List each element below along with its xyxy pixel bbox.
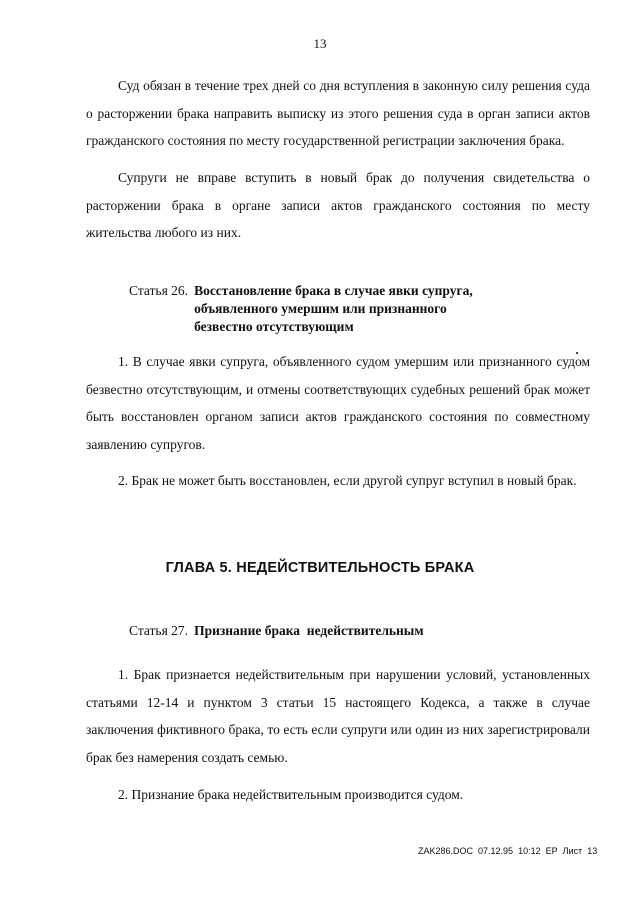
paragraph-court-duty: Суд обязан в течение трех дней со дня вступления в законную силу решения суда о расторжении брака направить выписку из этого решения суда в орган записи актов гражданского состояния по месту государственной регистрации заключения брака. [86,78,590,148]
document-footer [418,846,597,856]
footer-sheet-number: 13 [587,846,598,856]
article-26-title-line: Восстановление брака в случае явки супруга, [194,283,473,298]
chapter-5-heading: ГЛАВА 5. НЕДЕЙСТВИТЕЛЬНОСТЬ БРАКА [165,560,475,576]
footer-time: 10:12 [518,846,541,856]
footer-date: 07.12.95 [478,846,514,856]
article-26-paragraph-2: 2. Брак не может быть восстановлен, если другой супруг вступил в новый брак. [118,473,577,488]
article-27-number: Статья 27. [129,623,189,638]
article-27-paragraph-1: 1. Брак признается недействительным при нарушении условий, установленных статьями 12-14 и пунктом 3 статьи 15 настоящего Кодекса, а также в случае заключения фиктивного брака, то есть если супруги или один из них зарегистрировали брак без намерения создать семью. [86,667,590,765]
article-27-paragraph-2: 2. Признание брака недействительным производится судом. [118,787,464,802]
article-26-heading [129,282,473,336]
article-26-paragraph-1: 1. В случае явки супруга, объявленного судом умершим или признанного судом безвестно отсутствующим, и отмены соответствующих судебных решений брак может быть восстановлен органом записи актов гражданского состояния по совместному заявлению супругов. [86,354,590,452]
paragraph-new-marriage: Супруги не вправе вступить в новый брак до получения свидетельства о расторжении брака в органе записи актов гражданского состояния по месту жительства любого из них. [86,170,590,240]
article-27-heading [129,622,424,640]
article-26-title-line: безвестно отсутствующим [194,319,354,334]
page-number: 13 [313,36,327,51]
article-27-title: Признание брака недействительным [194,623,424,638]
article-26-title-line: объявленного умершим или признанного [194,301,447,316]
article-26-title [194,282,473,336]
footer-sheet-label: Лист [562,846,583,856]
footer-code: EP [545,846,558,856]
footer-file: ZAK286.DOC [418,846,474,856]
article-26-number: Статья 26. [129,283,189,298]
